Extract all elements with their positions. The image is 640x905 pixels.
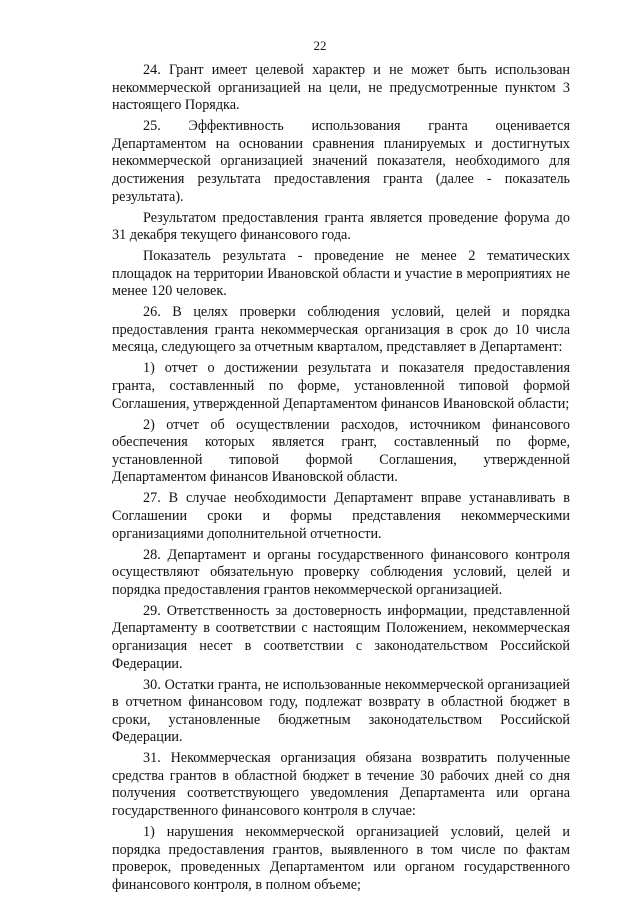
page-number: 22 [313, 38, 327, 53]
paragraph-29: 29. Ответственность за достоверность информации, представленной Департаменту в соответствии с настоящим Положением, некоммерческая организация несет в соответствии с законодательством Российской Федерации. [112, 602, 570, 672]
document-body [112, 62, 570, 898]
paragraph-26: 26. В целях проверки соблюдения условий, целей и порядка предоставления гранта некоммерческая организация в срок до 10 числа месяца, следующего за отчетным кварталом, представляет в Департамент: [112, 304, 570, 356]
paragraph-result-indicator: Показатель результата - проведение не менее 2 тематических площадок на территории Ивановской области и участие в мероприятиях не менее 120 человек. [112, 248, 570, 300]
paragraph-28: 28. Департамент и органы государственного финансового контроля осуществляют обязательную проверку соблюдения условий, целей и порядка предоставления грантов некоммерческой организацией. [112, 546, 570, 598]
paragraph-30: 30. Остатки гранта, не использованные некоммерческой организацией в отчетном финансовом году, подлежат возврату в областной бюджет в сроки, установленные бюджетным законодательством Российской Федерации. [112, 676, 570, 746]
paragraph-24: 24. Грант имеет целевой характер и не может быть использован некоммерческой организацией на цели, не предусмотренные пунктом 3 настоящего Порядка. [112, 62, 570, 114]
paragraph-31: 31. Некоммерческая организация обязана возвратить полученные средства грантов в областной бюджет в течение 30 рабочих дней со дня получения соответствующего уведомления Департамента или органа государственного финансового контроля в случае: [112, 750, 570, 820]
paragraph-26-item-1: 1) отчет о достижении результата и показателя предоставления гранта, составленный по форме, установленной типовой формой Соглашения, утвержденной Департаментом финансов Ивановской области; [112, 360, 570, 412]
paragraph-26-item-2: 2) отчет об осуществлении расходов, источником финансового обеспечения которых является грант, составленный по форме, установленной типовой формой Соглашения, утвержденной Департаментом финансов Ивановской области. [112, 416, 570, 486]
paragraph-27: 27. В случае необходимости Департамент вправе устанавливать в Соглашении сроки и формы представления некоммерческими организациями дополнительной отчетности. [112, 490, 570, 542]
paragraph-25: 25. Эффективность использования гранта оценивается Департаментом на основании сравнения планируемых и достигнутых некоммерческой организацией значений показателя, необходимого для достижения результата предоставления гранта (далее - показатель результата). [112, 118, 570, 205]
paragraph-result: Результатом предоставления гранта является проведение форума до 31 декабря текущего финансового года. [112, 209, 570, 244]
paragraph-31-item-1: 1) нарушения некоммерческой организацией условий, целей и порядка предоставления грантов, выявленного в том числе по фактам проверок, проведенных Департаментом или органом государственного финансового контроля, в полном объеме; [112, 824, 570, 893]
